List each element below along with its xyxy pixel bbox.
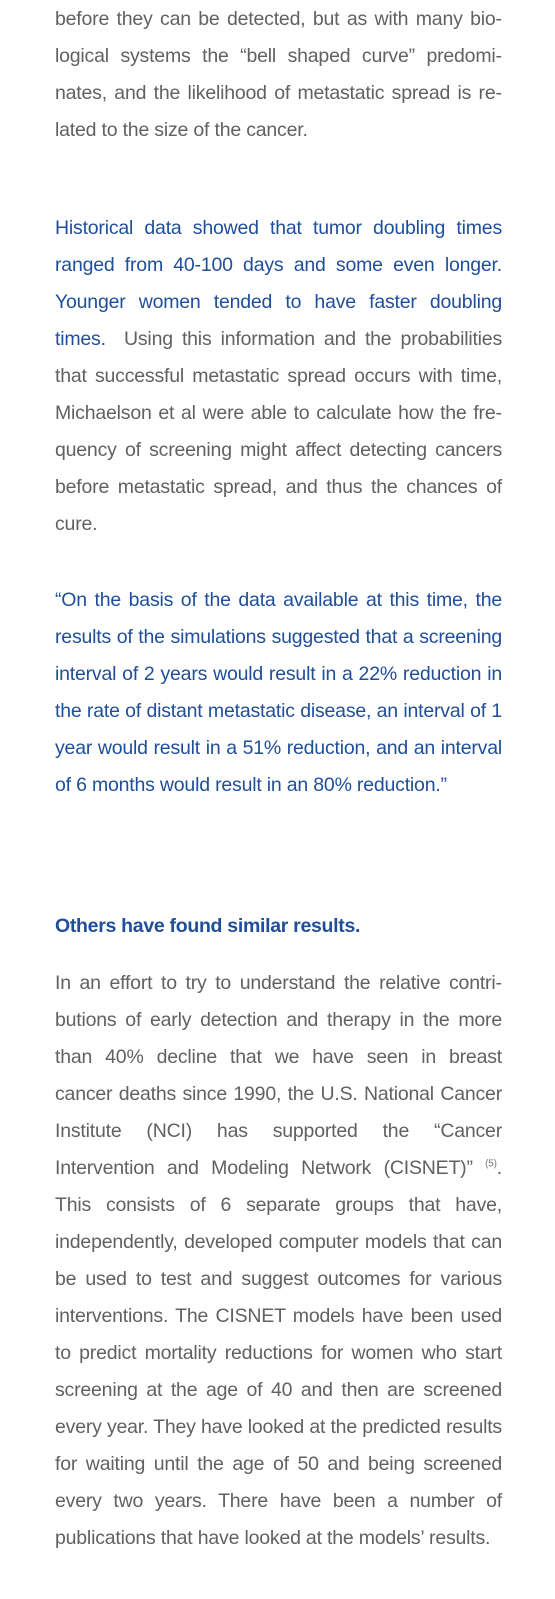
simulation-quote [55,582,502,804]
paragraph-cisnet [55,965,502,1557]
paragraph-bell-curve-text: before they can be detected, but as with many biological systems the “bell shaped curve” predominates, and the likelihood of metastatic spread is related to the size of the cancer. [55,8,502,141]
reference-superscript: (5) [485,1158,497,1170]
cisnet-text-after-ref: . This consists of 6 separate groups that have, independently, developed computer models that can be used to test and suggest outcomes for various interventions. The CISNET models have been used to predict mortality reductions for women who start screening at the age of 40 and then are screened every year. They have looked at the predicted results for waiting until the age of 50 and being screened every two years. There have been a number of publications that have looked at the models’ results. [55,1157,502,1549]
doubling-times-highlight: Historical data showed that tumor doubling times ranged from 40-100 days and some even longer. Younger women tended to have faster doubling times. [55,217,502,350]
simulation-quote-text: “On the basis of the data available at this time, the results of the simulations suggested that a screening interval of 2 years would result in a 22% reduction in the rate of distant metastatic disease, an interval of 1 year would result in a 51% reduction, and an interval of 6 months would result in an 80% reduction.” [55,589,502,796]
section-heading: Others have found similar results. [55,915,361,937]
paragraph-bell-curve [55,1,502,149]
cisnet-text-before-ref: In an effort to try to understand the relative contributions of early detection and therapy in the more than 40% decline that we have seen in breast cancer deaths since 1990, the U.S. National Cancer Institute (NCI) has supported the “Cancer Intervention and Modeling Network (CISNET)” [55,972,502,1179]
doubling-times-text: Using this information and the probabilities that successful metastatic spread occurs with time, Michaelson et al were able to calculate how the frequency of screening might affect detecting cancers before metastatic spread, and thus the chances of cure. [55,328,503,535]
paragraph-doubling-times [55,210,502,543]
